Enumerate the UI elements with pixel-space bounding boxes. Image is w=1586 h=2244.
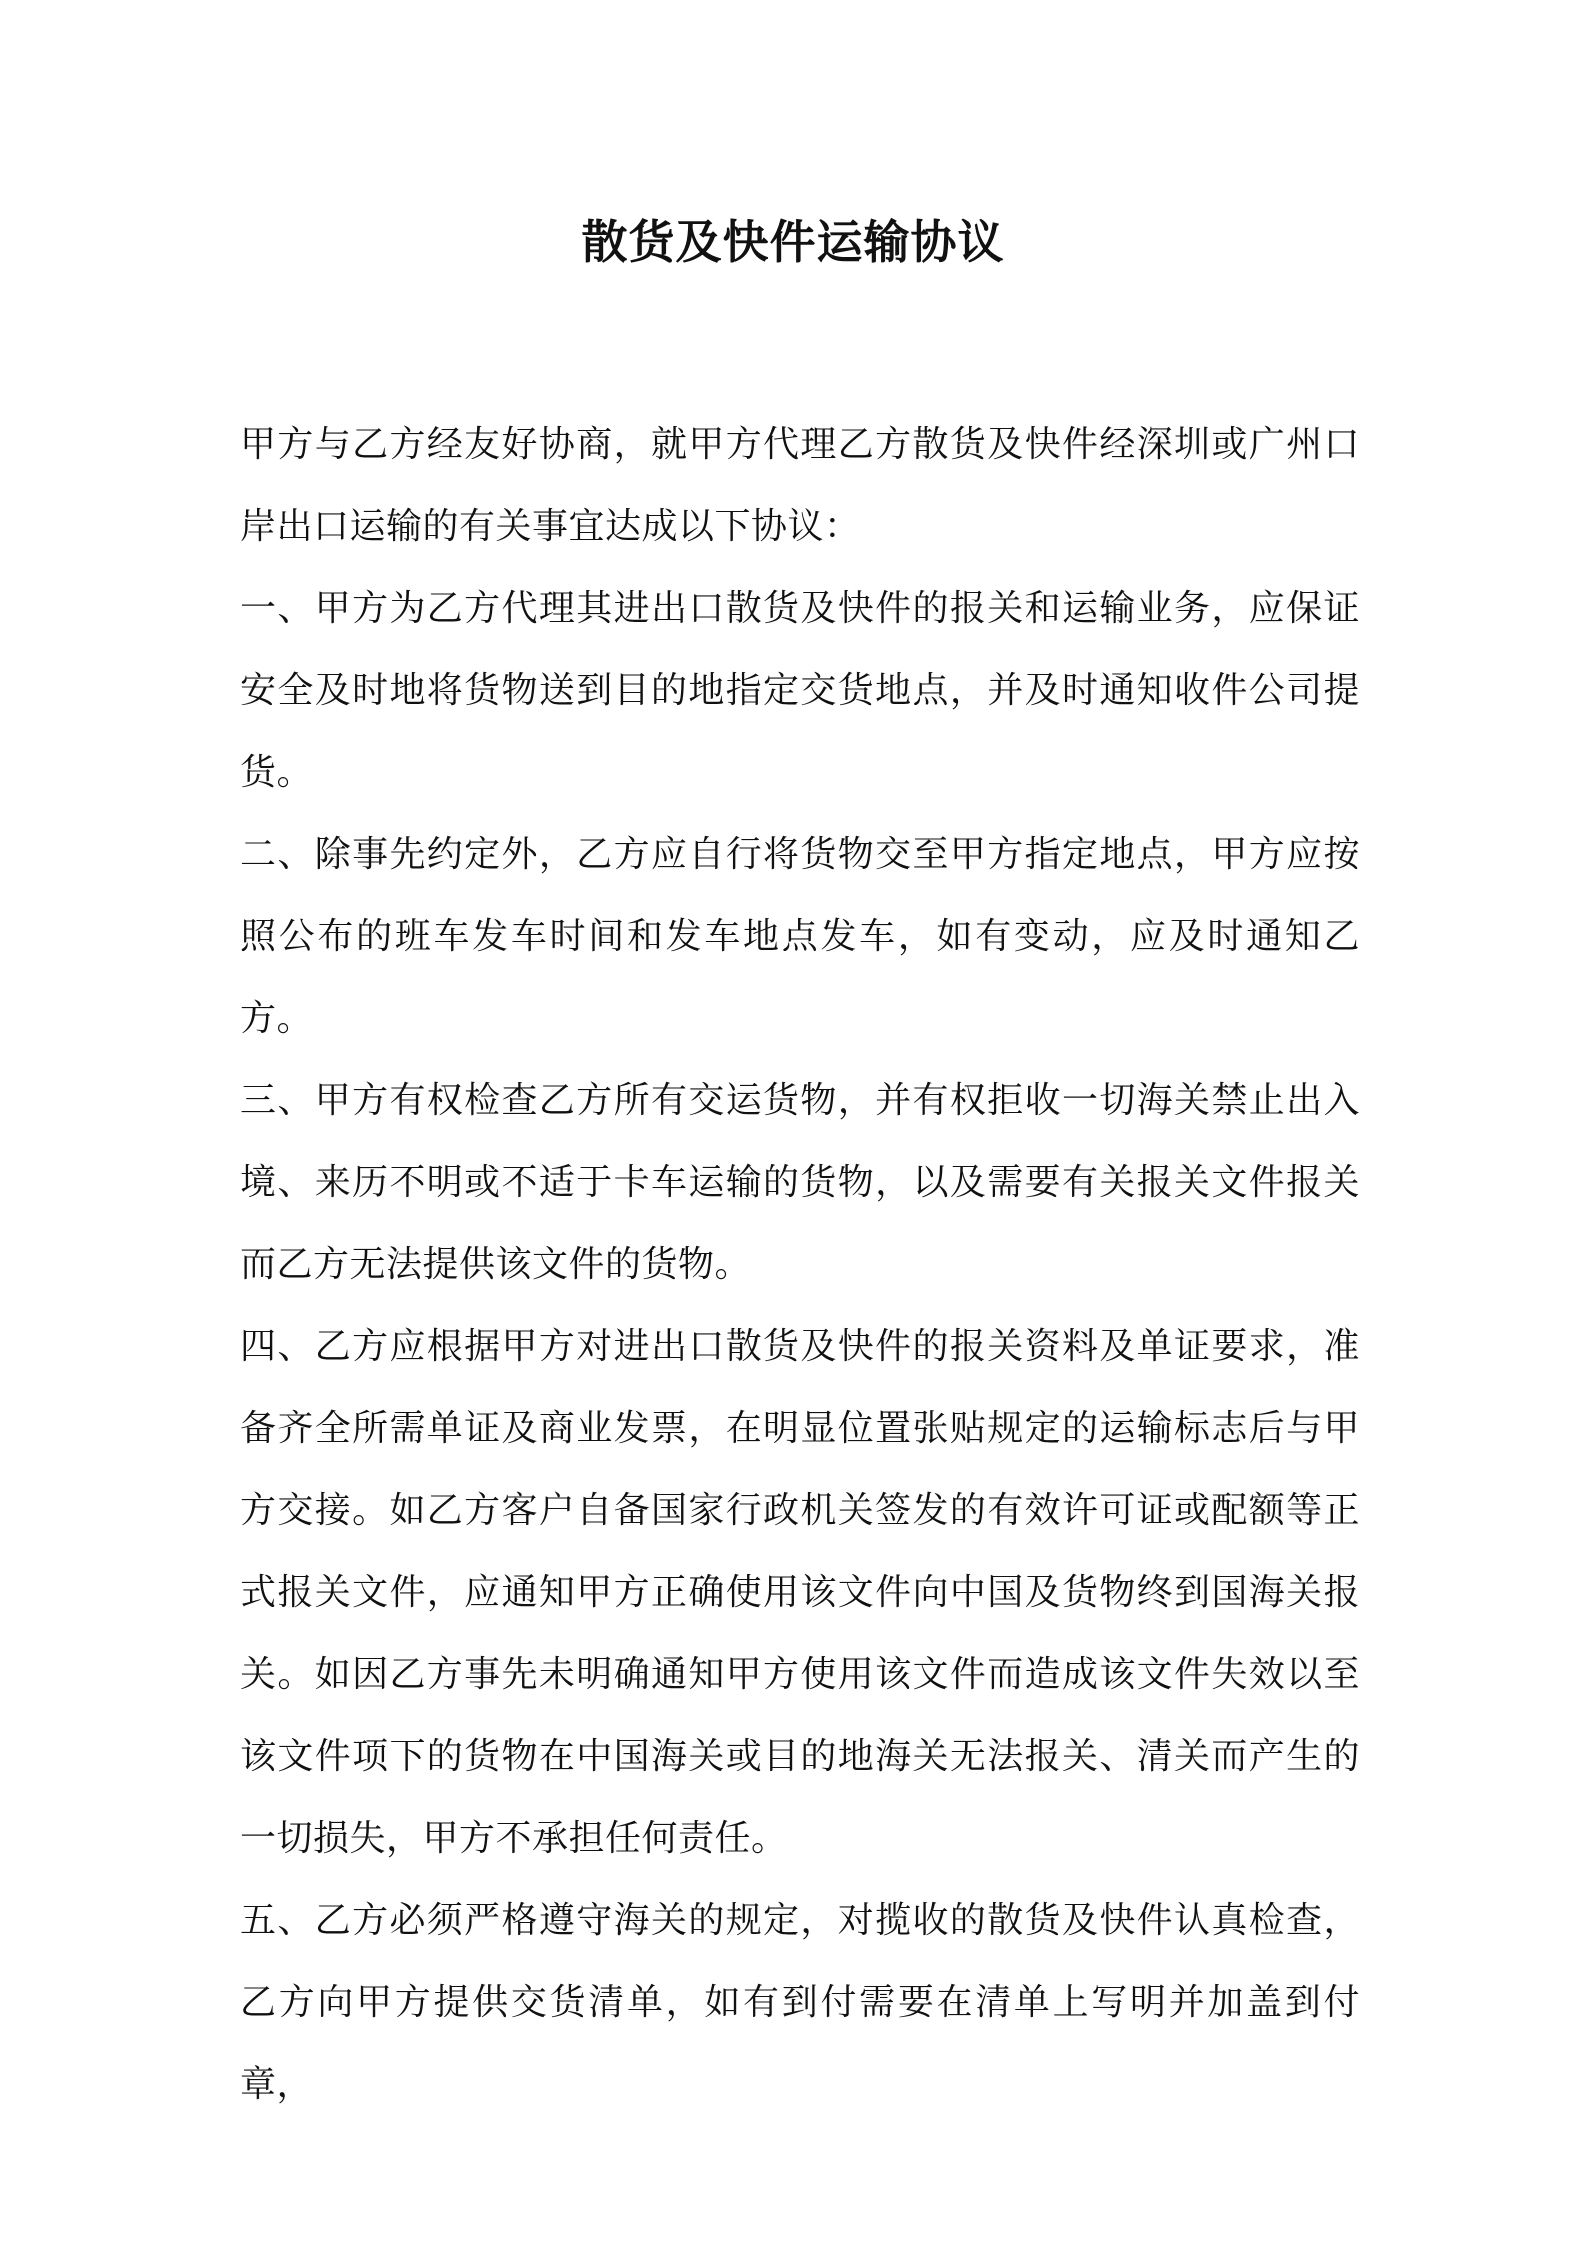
paragraph-clause-3: 三、甲方有权检查乙方所有交运货物，并有权拒收一切海关禁止出入境、来历不明或不适于卡车运输的货物，以及需要有关报关文件报关而乙方无法提供该文件的货物。 <box>240 1080 1360 1285</box>
paragraph-clause-2: 二、除事先约定外，乙方应自行将货物交至甲方指定地点，甲方应按照公布的班车发车时间和发车地点发车，如有变动，应及时通知乙方。 <box>240 834 1360 1039</box>
document-body <box>240 404 1360 2126</box>
paragraph-intro: 甲方与乙方经友好协商，就甲方代理乙方散货及快件经深圳或广州口岸出口运输的有关事宜达成以下协议： <box>240 424 1360 547</box>
paragraph-clause-1: 一、甲方为乙方代理其进出口散货及快件的报关和运输业务，应保证安全及时地将货物送到目的地指定交货地点，并及时通知收件公司提货。 <box>240 588 1360 793</box>
document-title: 散货及快件运输协议 <box>581 215 1005 269</box>
paragraph-clause-5: 五、乙方必须严格遵守海关的规定，对揽收的散货及快件认真检查，乙方向甲方提供交货清单，如有到付需要在清单上写明并加盖到付章， <box>240 1900 1360 2105</box>
paragraph-clause-4: 四、乙方应根据甲方对进出口散货及快件的报关资料及单证要求，准备齐全所需单证及商业发票，在明显位置张贴规定的运输标志后与甲方交接。如乙方客户自备国家行政机关签发的有效许可证或配额等正式报关文件，应通知甲方正确使用该文件向中国及货物终到国海关报关。如因乙方事先未明确通知甲方使用该文件而造成该文件失效以至该文件项下的货物在中国海关或目的地海关无法报关、清关而产生的一切损失，甲方不承担任何责任。 <box>240 1326 1360 1859</box>
